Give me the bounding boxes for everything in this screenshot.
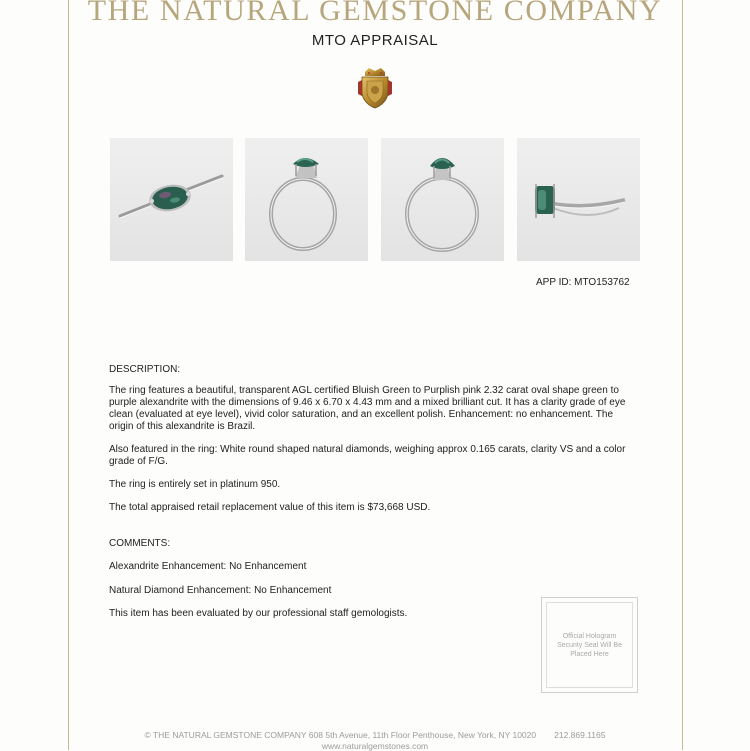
seal-text: Official Hologram Security Seal Will Be Placed Here [557,632,622,658]
seal-inner-border [546,602,633,688]
footer-address: © THE NATURAL GEMSTONE COMPANY 608 5th Avenue, 11th Floor Penthouse, New York, NY 10020 [144,730,537,740]
crest-logo-icon [354,66,396,110]
brand-title: THE NATURAL GEMSTONE COMPANY [87,0,663,27]
description-paragraph-1 [109,385,639,433]
description-paragraph-2 [109,444,639,468]
comment-alexandrite: Alexandrite Enhancement: No Enhancement [109,561,307,572]
frame-left-border [68,0,69,750]
footer-phone: 212.869.1165 [554,730,606,740]
footer-address-line [0,730,750,740]
ring-photo-profile-view[interactable] [517,138,640,261]
comments-heading: COMMENTS: [109,538,171,549]
footer-website[interactable]: www.naturalgemstones.com [321,741,429,751]
frame-right-border [682,0,683,750]
description-text-1: The ring features a beautiful, transparent AGL certified Bluish Green to Purplish pink 2.32 carat oval shape green to purple alexandrite with the dimensions of 9.46 x 6.70 x 4.43 mm and a mixed brilliant cut. It has a clarity grade of eye clean (evaluated at eye level), vivid color saturation, and an excellent polish. Enhancement: no enhancement. The origin of this alexandrite is Brazil. [109,385,626,432]
description-paragraph-3: The ring is entirely set in platinum 950. [109,479,281,490]
description-text-2: Also featured in the ring: White round shaped natural diamonds, weighing approx 0.165 carats, clarity VS and a color grade of F/G. [109,444,626,467]
ring-photo-side-front-view[interactable] [381,138,504,261]
comment-diamond: Natural Diamond Enhancement: No Enhancement [109,585,332,596]
description-paragraph-4: The total appraised retail replacement value of this item is $73,668 USD. [109,502,431,513]
appraisal-id: APP ID: MTO153762 [536,277,630,288]
ring-photo-front-view[interactable] [245,138,368,261]
comment-evaluation: This item has been evaluated by our professional staff gemologists. [109,608,408,619]
hologram-seal-placeholder [541,597,638,693]
description-heading: DESCRIPTION: [109,364,181,375]
ring-photo-top-view[interactable] [110,138,233,261]
document-subtitle: MTO APPRAISAL [311,32,439,49]
